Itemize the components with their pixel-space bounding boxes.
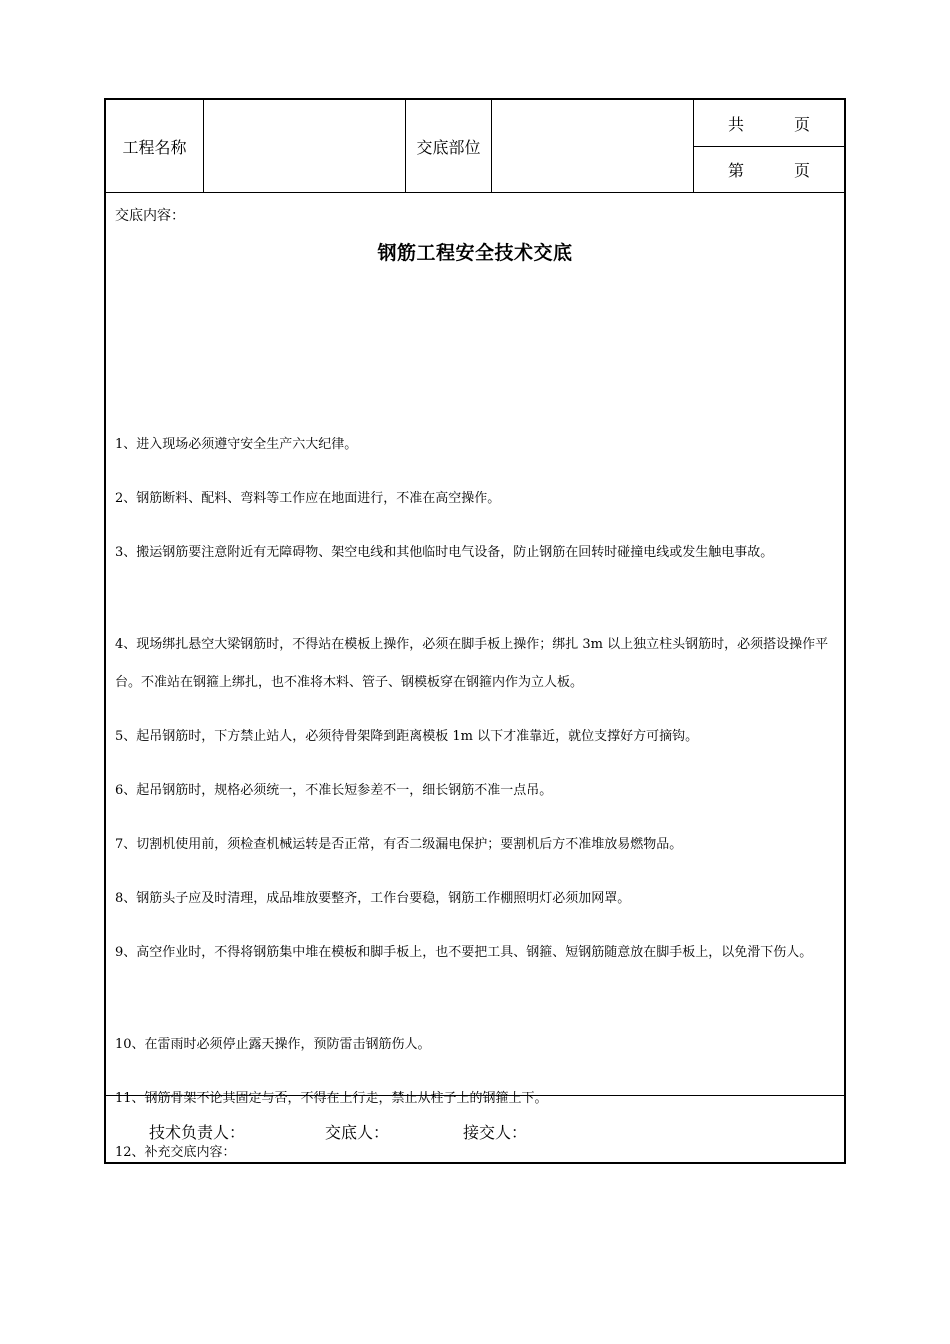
form-header-row [106,100,844,193]
handover-form [104,98,846,1164]
list-item: 11、钢筋骨架不论其固定与否，不得在上行走，禁止从柱子上的钢箍上下。 [115,1091,548,1106]
list-item: 12、补充交底内容： [115,1145,236,1160]
handover-part-label: 交底部位 [406,100,492,192]
list-item: 5、起吊钢筋时，下方禁止站人，必须待骨架降到距离模板 1m 以下才准靠近，就位支撑好方可摘钩。 [115,729,699,744]
list-item: 7、切割机使用前，须检查机械运转是否正常，有否二级漏电保护；要割机后方不准堆放易燃物品。 [115,837,683,852]
list-item: 1、进入现场必须遵守安全生产六大纪律。 [115,437,358,452]
project-name-label: 工程名称 [106,100,204,192]
list-item: 9、高空作业时，不得将钢筋集中堆在模板和脚手板上，也不要把工具、钢箍、短钢筋随意放在脚手板上，以免滑下伤人。 [115,945,813,960]
list-item: 8、钢筋头子应及时清理，成品堆放要整齐，工作台要稳，钢筋工作棚照明灯必须加网罩。 [115,891,631,906]
project-name-field[interactable] [204,100,406,192]
page-number-prefix: 第 [728,160,745,180]
page-number-row [694,146,844,192]
handover-part-field[interactable] [492,100,694,192]
list-item: 10、在雷雨时必须停止露天操作，预防雷击钢筋伤人。 [115,1037,431,1052]
document-title: 钢筋工程安全技术交底 [377,242,573,264]
receiver-signature-label: 接交人： [463,1123,528,1142]
handover-person-signature-label: 交底人： [325,1123,390,1142]
list-item: 4、现场绑扎悬空大梁钢筋时，不得站在模板上操作，必须在脚手板上操作；绑扎 3m 以上独立柱头钢筋时，必须搭设操作平台。不准站在钢箍上绑扎，也不准将木料、管子、钢模板穿在钢箍内作为立人板。 [115,637,829,690]
total-pages-suffix: 页 [794,114,811,134]
list-item: 2、钢筋断料、配料、弯料等工作应在地面进行，不准在高空操作。 [115,491,501,506]
content-intro-label: 交底内容： [115,208,185,224]
list-item: 6、起吊钢筋时，规格必须统一，不准长短参差不一，细长钢筋不准一点吊。 [115,783,553,798]
total-pages-prefix: 共 [728,114,745,134]
page-count-cell [694,100,844,192]
total-pages-row [694,100,844,147]
tech-lead-signature-label: 技术负责人： [149,1123,246,1142]
list-item: 3、搬运钢筋要注意附近有无障碍物、架空电线和其他临时电气设备，防止钢筋在回转时碰撞电线或发生触电事故。 [115,545,774,560]
page-number-suffix: 页 [794,160,811,180]
signature-row [106,1096,844,1162]
